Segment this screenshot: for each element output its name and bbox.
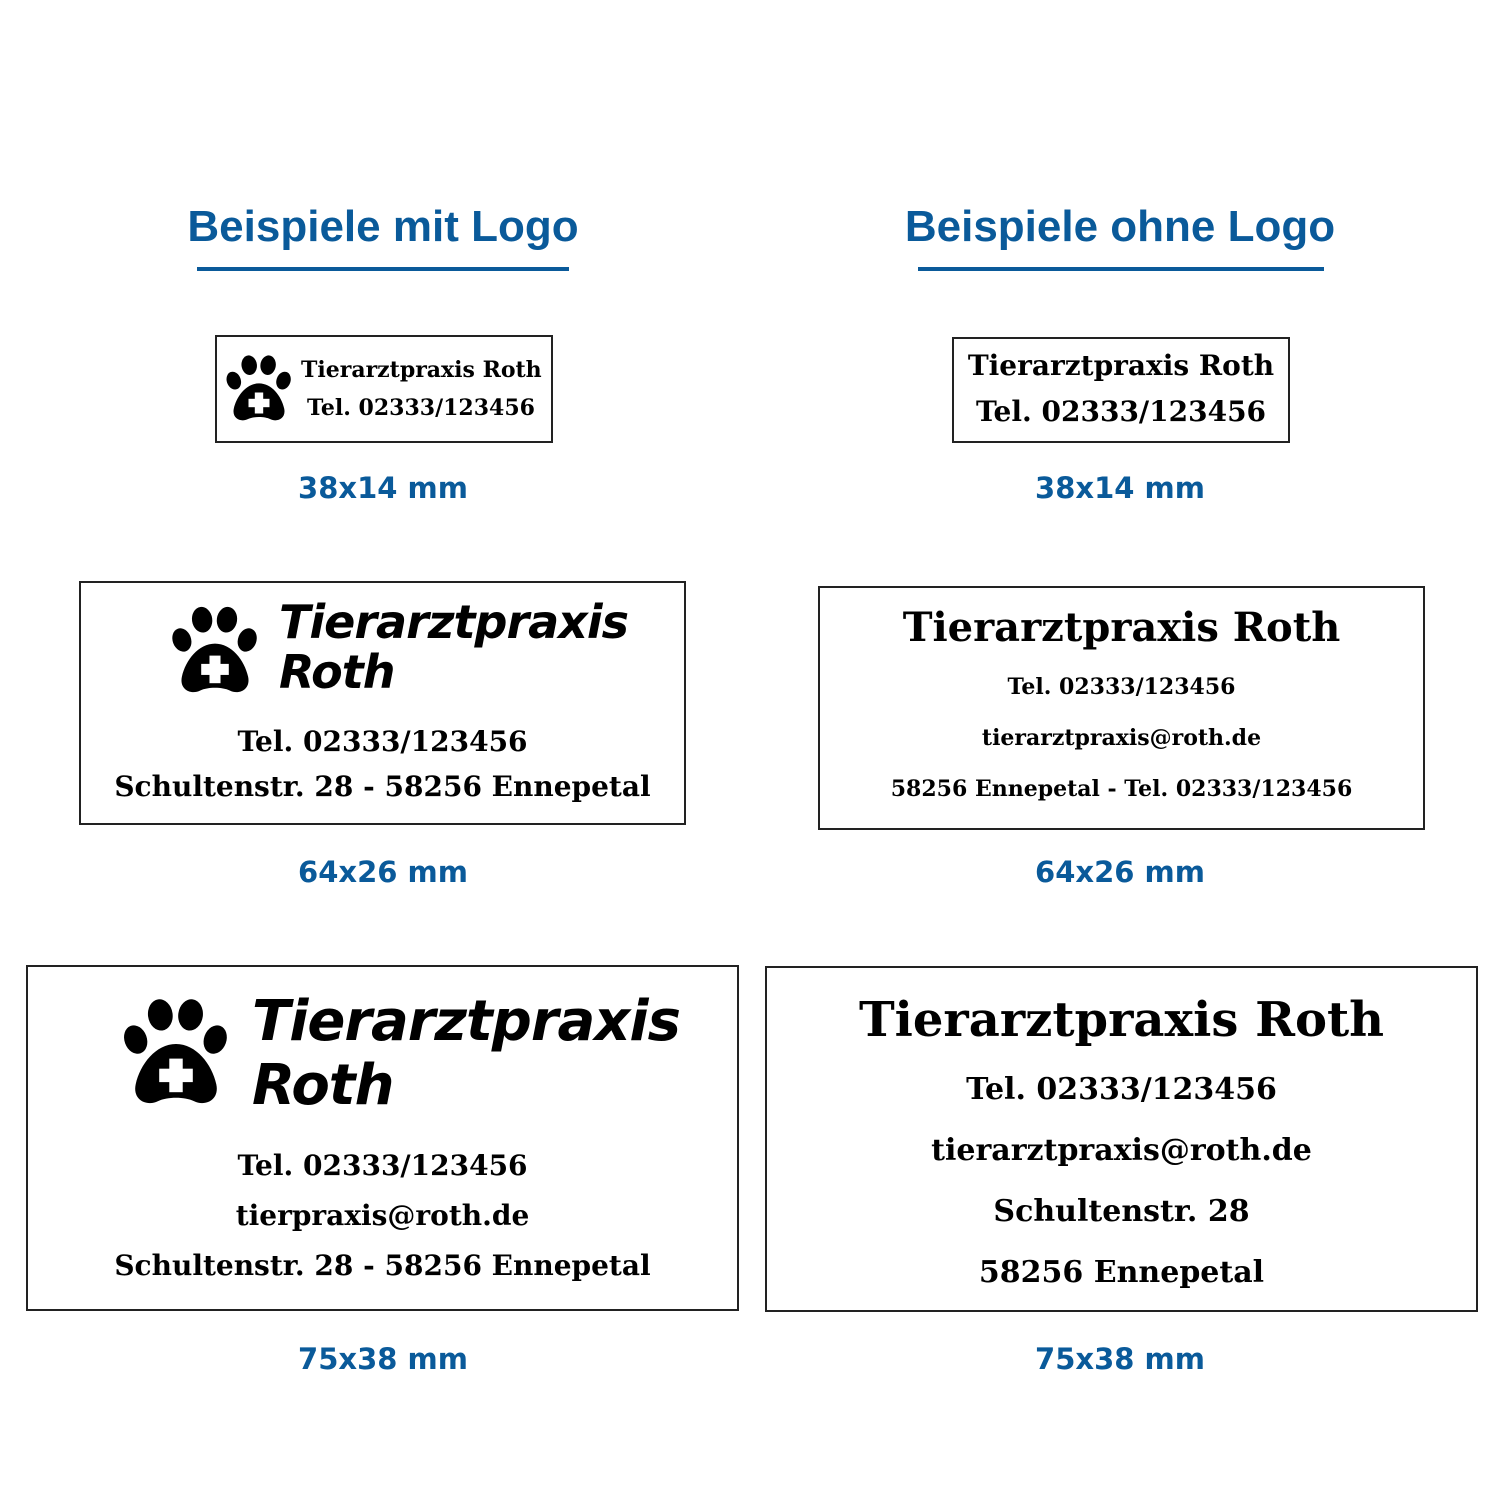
- stamp-with-logo-64x26: [79, 581, 686, 825]
- stamp-with-logo-75x38: [26, 965, 739, 1311]
- stamp-without-logo-64x26: [818, 586, 1425, 830]
- stamp-line: Schultenstr. 28 - 58256 Ennepetal: [114, 770, 651, 803]
- size-label: 38x14 mm: [298, 471, 468, 505]
- heading-underline-left: [197, 267, 569, 271]
- heading-without-logo: Beispiele ohne Logo: [904, 202, 1336, 251]
- stamp-line: Tel. 02333/123456: [1007, 674, 1236, 700]
- stamp-line: tierpraxis@roth.de: [235, 1199, 530, 1232]
- stamp-line: Schultenstr. 28 - 58256 Ennepetal: [114, 1249, 651, 1282]
- size-label: 75x38 mm: [298, 1342, 468, 1376]
- stamp-line: Tel. 02333/123456: [975, 395, 1267, 428]
- paw-with-cross-icon: [169, 605, 261, 697]
- stamp-name: Tierarztpraxis Roth: [967, 349, 1275, 382]
- stamp-name: Tierarztpraxis Roth: [858, 992, 1385, 1048]
- size-label: 38x14 mm: [1035, 471, 1205, 505]
- stamp-line: 58256 Ennepetal - Tel. 02333/123456: [890, 776, 1353, 802]
- stamp-name-line1: Tierarztpraxis: [252, 989, 680, 1054]
- stamp-name-line1: Tierarztpraxis: [279, 595, 628, 649]
- stamp-line: Tel. 02333/123456: [237, 1149, 528, 1182]
- stamp-line: Tel. 02333/123456: [966, 1072, 1277, 1107]
- stamp-name: Tierarztpraxis Roth: [902, 604, 1341, 651]
- stamp-name-line2: Roth: [279, 645, 395, 699]
- size-label: 64x26 mm: [298, 855, 468, 889]
- stamp-name: Tierarztpraxis Roth: [301, 357, 542, 383]
- stamp-line: Tel. 02333/123456: [237, 725, 528, 758]
- stamp-line: 58256 Ennepetal: [978, 1255, 1265, 1290]
- stamp-line: Tel. 02333/123456: [307, 395, 535, 421]
- stamp-line: Schultenstr. 28: [993, 1194, 1250, 1229]
- stamp-line: tierarztpraxis@roth.de: [931, 1133, 1312, 1168]
- size-label: 64x26 mm: [1035, 855, 1205, 889]
- paw-with-cross-icon: [224, 354, 294, 424]
- heading-with-logo: Beispiele mit Logo: [187, 202, 579, 251]
- stamp-with-logo-38x14: [215, 335, 553, 443]
- heading-underline-right: [918, 267, 1324, 271]
- stamp-line: tierarztpraxis@roth.de: [981, 725, 1262, 751]
- stamp-without-logo-38x14: [952, 337, 1290, 443]
- size-label: 75x38 mm: [1035, 1342, 1205, 1376]
- paw-with-cross-icon: [120, 997, 232, 1109]
- stamp-without-logo-75x38: [765, 966, 1478, 1312]
- stamp-name-line2: Roth: [252, 1053, 394, 1118]
